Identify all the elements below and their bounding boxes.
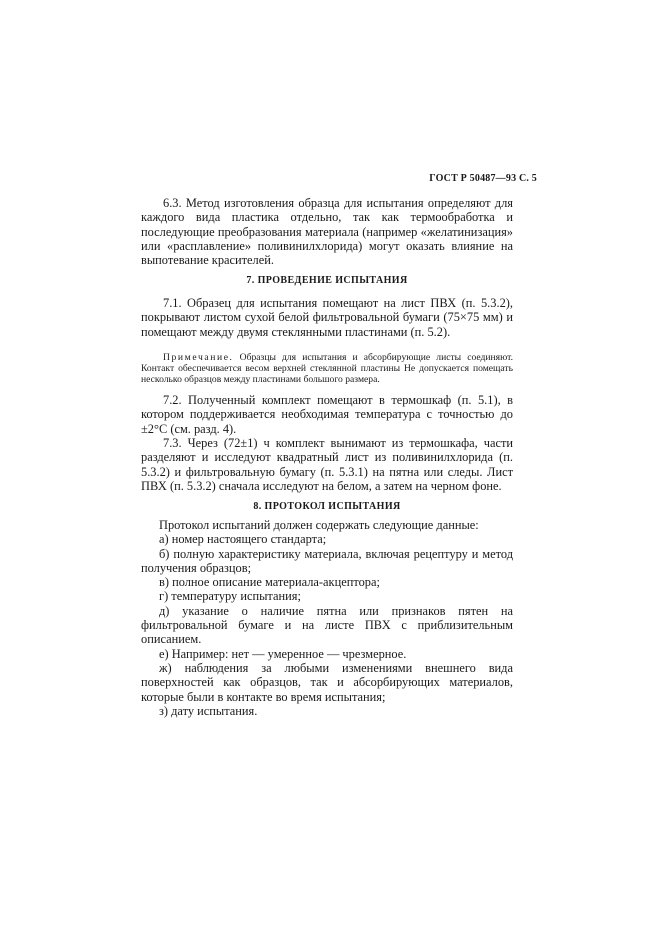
list-item-zh: ж) наблюдения за любыми изменениями внешнего вида поверхностей как образцов, так и абсорбирующих материалов, которые были в контакте во время испытания; — [141, 660, 513, 704]
list-item-d: д) указание о наличие пятна или признаков пятен на фильтровальной бумаге и на листе ПВХ с приблизительным описанием. — [141, 603, 513, 647]
page-header: ГОСТ Р 50487—93 С. 5 — [429, 173, 537, 184]
protocol-intro: Протокол испытаний должен содержать следующие данные: — [159, 518, 479, 532]
list-item-g: г) температуру испытания; — [159, 589, 301, 604]
list-item-b: б) полную характеристику материала, включая рецептуру и метод получения образцов; — [141, 546, 513, 575]
list-item-v: в) полное описание материала-акцептора; — [159, 575, 380, 590]
section-7-title-wrap — [141, 275, 513, 286]
note — [141, 352, 513, 386]
paragraph-7-1: 7.1. Образец для испытания помещают на лист ПВХ (п. 5.3.2), покрывают листом сухой белой фильтровальной бумаги (75×75 мм) и помещают между двумя стеклянными пластинами (п. 5.2). — [141, 296, 513, 339]
section-7-3 — [141, 436, 513, 493]
paragraph-6-3: 6.3. Метод изготовления образца для испытания определяют для каждого вида пластика отдельно, так как термообработка и последующие преобразования материала (например «желатинизация» или «расплавление» поливинилхлорида) могут оказать влияние на выпотевание красителей. — [141, 196, 513, 268]
paragraph-7-2: 7.2. Полученный комплект помещают в термошкаф (п. 5.1), в котором поддерживается необходимая температура с точностью до ±2°С (см. разд. 4). — [141, 393, 513, 436]
note-label: Примечание. — [163, 352, 234, 363]
protocol-list — [141, 518, 513, 718]
note-block — [141, 352, 513, 386]
section-8-title: 8. ПРОТОКОЛ ИСПЫТАНИЯ — [253, 501, 401, 512]
paragraph-7-3: 7.3. Через (72±1) ч комплект вынимают из термошкафа, части разделяют и исследуют квадратный лист из поливинилхлорида (п. 5.3.2) и фильтровальную бумагу (п. 5.3.1) на пятна или следы. Лист ПВХ (п. 5.3.2) сначала исследуют на белом, а затем на черном фоне. — [141, 436, 513, 493]
section-7-1 — [141, 296, 513, 339]
section-8-title-wrap — [141, 501, 513, 512]
section-7-title: 7. ПРОВЕДЕНИЕ ИСПЫТАНИЯ — [246, 275, 408, 286]
section-6-3 — [141, 196, 513, 267]
list-item-z: з) дату испытания. — [159, 703, 258, 718]
note-text: Образцы для испытания и абсорбирующие листы соединяют. Контакт обеспечивается весом верхней стеклянной пластины Не допускается помещать несколько образцов между пластинами большого размера. — [141, 352, 513, 386]
section-7-2 — [141, 393, 513, 436]
list-item-a: а) номер настоящего стандарта; — [159, 532, 327, 547]
list-item-e: е) Например: нет — умеренное — чрезмерное. — [159, 646, 407, 661]
